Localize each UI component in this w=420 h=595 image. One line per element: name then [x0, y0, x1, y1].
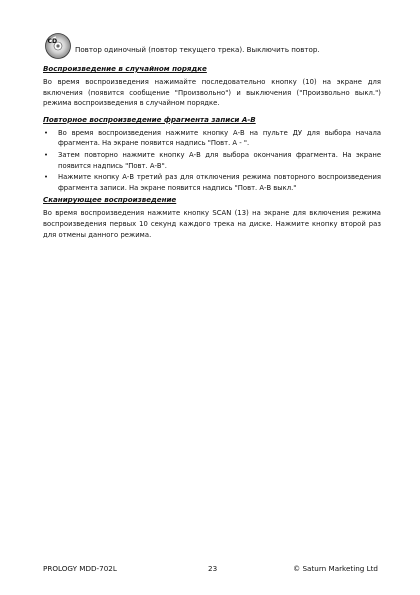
list-item-text: Нажмите кнопку А-В третий раз для отключения режима повторного воспроизведения фрагмента записи. На экране появится надпись "Повт. А-В выкл." [58, 173, 381, 192]
list-item [43, 172, 381, 193]
section-title-ab-repeat: Повторное воспроизведение фрагмента записи А-В [43, 114, 256, 124]
footer-copyright: © Saturn Marketing Ltd [293, 564, 378, 573]
section-title-scan: Сканирующее воспроизведение [43, 195, 177, 205]
bullet-icon: • [44, 150, 49, 159]
svg-text:CD: CD [47, 38, 58, 45]
list-item [43, 150, 381, 171]
cd-icon [44, 32, 72, 60]
section-paragraph-scan: Во время воспроизведения нажмите кнопку SCAN (13) на экране для включения режима воспроизведения первых 10 секунд каждого трека на диске. Нажмите кнопку второй раз для отмены данного режима. [43, 209, 381, 239]
page-footer [43, 563, 378, 575]
ab-repeat-list [43, 128, 381, 194]
manual-content [43, 62, 381, 240]
bullet-icon: • [44, 128, 49, 137]
list-item [43, 128, 381, 149]
repeat-mode-line: Повтор одиночный (повтор текущего трека). Выключить повтор. [75, 45, 320, 54]
list-item-text: Во время воспроизведения нажмите кнопку А-В на пульте ДУ для выбора начала фрагмента. На экране появится надпись "Повт. А - ". [58, 128, 381, 148]
bullet-icon: • [44, 173, 49, 182]
section-title-random: Воспроизведение в случайном порядке [43, 64, 207, 73]
section-paragraph-random: Во время воспроизведения нажимайте последовательно кнопку (10) на экране для включения (появится сообщение "Произвольно") и выключения ("Произвольно выкл.") режима воспроизведения в случайном порядке. [43, 78, 381, 108]
list-item-text: Затем повторно нажмите кнопку А-В для выбора окончания фрагмента. На экране появится надпись "Повт. А-В". [58, 150, 381, 170]
page-number: 23 [208, 564, 218, 573]
footer-model: PROLOGY MDD-702L [43, 564, 117, 573]
